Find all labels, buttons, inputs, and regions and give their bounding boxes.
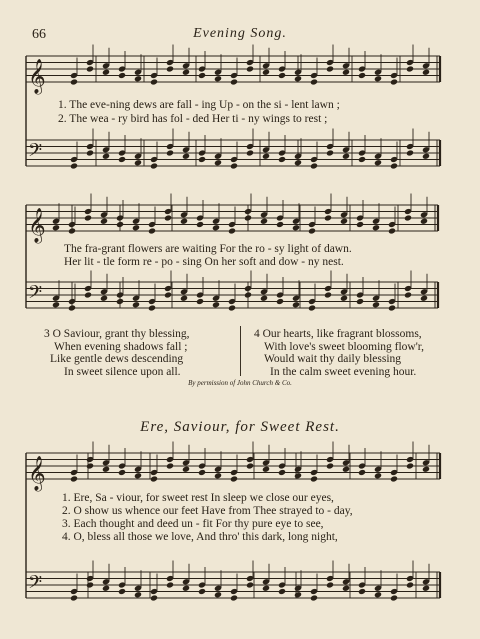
stanza-3-line: In sweet silence upon all. bbox=[64, 365, 181, 378]
page-number: 66 bbox=[32, 27, 46, 42]
stanza-4-line: Would wait thy daily blessing bbox=[264, 353, 402, 365]
lyrics-verse2-line2: Her lit - tle form re - po - sing On her soft and dow - ny nest. bbox=[64, 256, 344, 268]
svg-text:𝄞: 𝄞 bbox=[28, 59, 46, 94]
song-title-ere-saviour: Ere, Saviour, for Sweet Rest. bbox=[140, 419, 340, 435]
lyrics-song2-verse1: 1. Ere, Sa - viour, for sweet rest In sleep we close our eyes, bbox=[62, 492, 334, 504]
stanza-4 bbox=[254, 328, 424, 378]
stanza-3-line: When evening shadows fall ; bbox=[54, 340, 188, 353]
svg-text:𝄢: 𝄢 bbox=[28, 572, 43, 598]
lyrics-song2-verse3: 3. Each thought and deed un - fit For thy pure eye to see, bbox=[62, 518, 324, 530]
lyrics-verse1-line2: The fra-grant flowers are waiting For the ro - sy light of dawn. bbox=[64, 243, 352, 255]
stanza-4-line: With love's sweet blooming flow'r, bbox=[264, 340, 425, 353]
stanza-3 bbox=[44, 328, 190, 378]
stanza-4-line: 4 Our hearts, like fragrant blossoms, bbox=[254, 328, 422, 340]
stanza-divider bbox=[240, 326, 241, 376]
svg-text:𝄢: 𝄢 bbox=[28, 282, 43, 308]
lyrics-song2-verse2: 2. O show us whence our feet Have from Thee strayed to - day, bbox=[62, 505, 353, 517]
svg-text:𝄞: 𝄞 bbox=[28, 456, 46, 491]
stanza-3-line: 3 O Saviour, grant thy blessing, bbox=[44, 328, 190, 340]
permission-credit: By permission of John Church & Co. bbox=[188, 379, 292, 387]
stanza-3-line: Like gentle dews descending bbox=[50, 353, 184, 365]
svg-text:𝄞: 𝄞 bbox=[28, 208, 46, 243]
stanza-4-line: In the calm sweet evening hour. bbox=[270, 365, 417, 378]
lyrics-verse2-line1: 2. The wea - ry bird has fol - ded Her ti - ny wings to rest ; bbox=[58, 113, 328, 125]
lyrics-verse1-line1: 1. The eve-ning dews are fall - ing Up - on the si - lent lawn ; bbox=[58, 99, 340, 111]
lyrics-song2-verse4: 4. O, bless all those we love, And thro' this dark, long night, bbox=[62, 531, 338, 543]
song-title-evening-song: Evening Song. bbox=[193, 26, 287, 41]
svg-text:𝄢: 𝄢 bbox=[28, 140, 43, 166]
